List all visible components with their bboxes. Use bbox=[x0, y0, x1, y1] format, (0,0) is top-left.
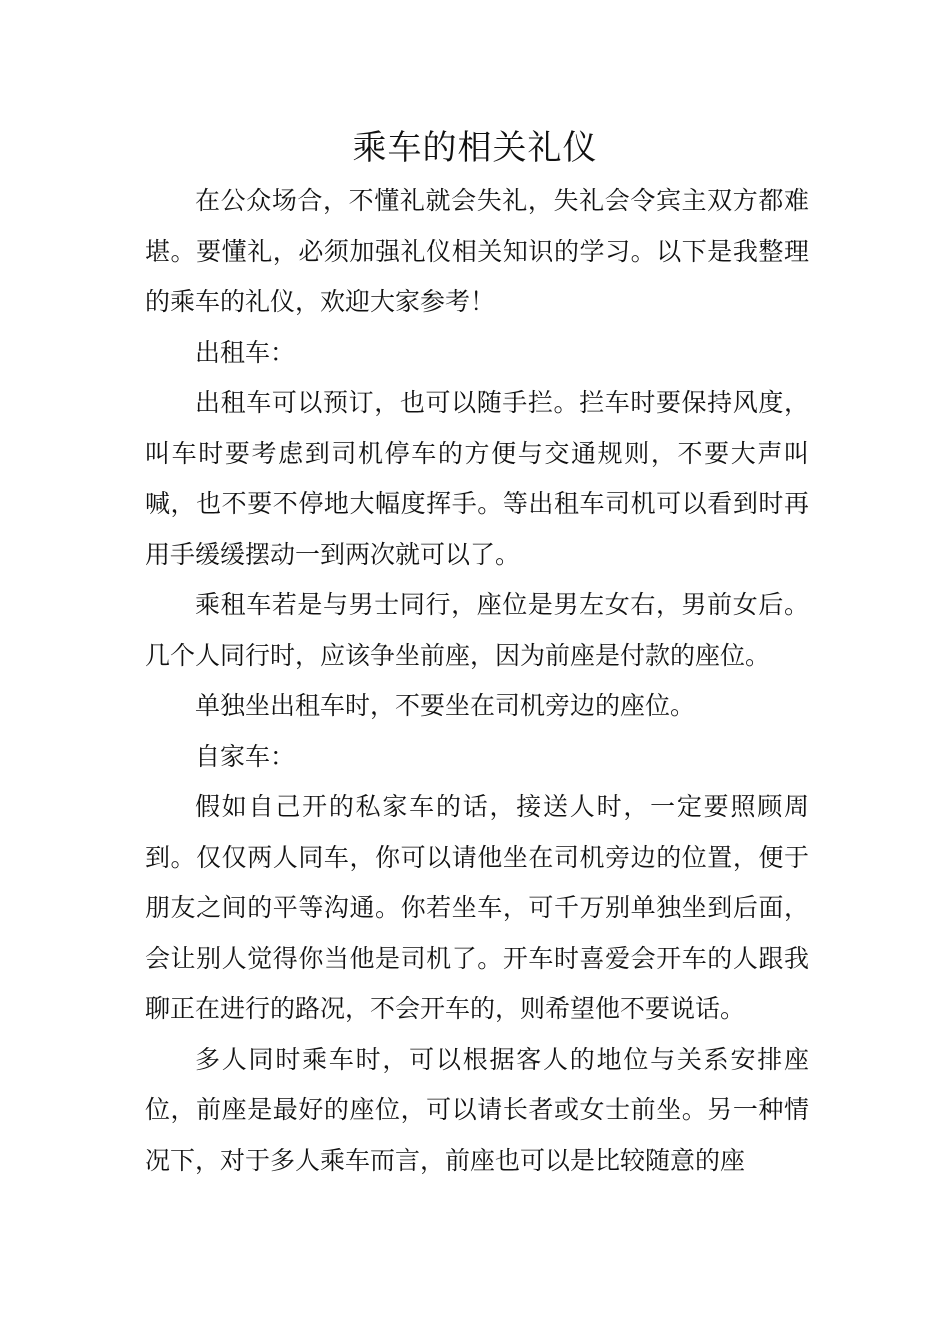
private-car-paragraph-multiple: 多人同时乘车时，可以根据客人的地位与关系安排座位，前座是最好的座位，可以请长者或女士前坐。另一种情况下，对于多人乘车而言，前座也可以是比较随意的座 bbox=[145, 1044, 809, 1175]
private-car-paragraph-two-people: 假如自己开的私家车的话，接送人时，一定要照顾周到。仅仅两人同车，你可以请他坐在司机旁边的位置，便于朋友之间的平等沟通。你若坐车，可千万别单独坐到后面，会让别人觉得你当他是司机了。开车时喜爱会开车的人跟我聊正在进行的路况，不会开车的，则希望他不要说话。 bbox=[145, 792, 809, 1023]
document-body bbox=[145, 176, 809, 1186]
page-title: 乘车的相关礼仪 bbox=[352, 128, 598, 168]
intro-paragraph: 在公众场合，不懂礼就会失礼，失礼会令宾主双方都难堪。要懂礼，必须加强礼仪相关知识的学习。以下是我整理的乘车的礼仪，欢迎大家参考！ bbox=[145, 186, 809, 316]
section-heading-taxi: 出租车： bbox=[195, 337, 296, 367]
taxi-paragraph-seating: 乘租车若是与男士同行，座位是男左女右，男前女后。几个人同行时，应该争坐前座，因为前座是付款的座位。 bbox=[145, 590, 809, 670]
section-heading-private-car: 自家车： bbox=[195, 741, 296, 771]
taxi-paragraph-hailing: 出租车可以预订，也可以随手拦。拦车时要保持风度，叫车时要考虑到司机停车的方便与交通规则，不要大声叫喊，也不要不停地大幅度挥手。等出租车司机可以看到时再用手缓缓摆动一到两次就可以了。 bbox=[145, 388, 809, 569]
taxi-paragraph-alone: 单独坐出租车时，不要坐在司机旁边的座位。 bbox=[195, 691, 696, 720]
